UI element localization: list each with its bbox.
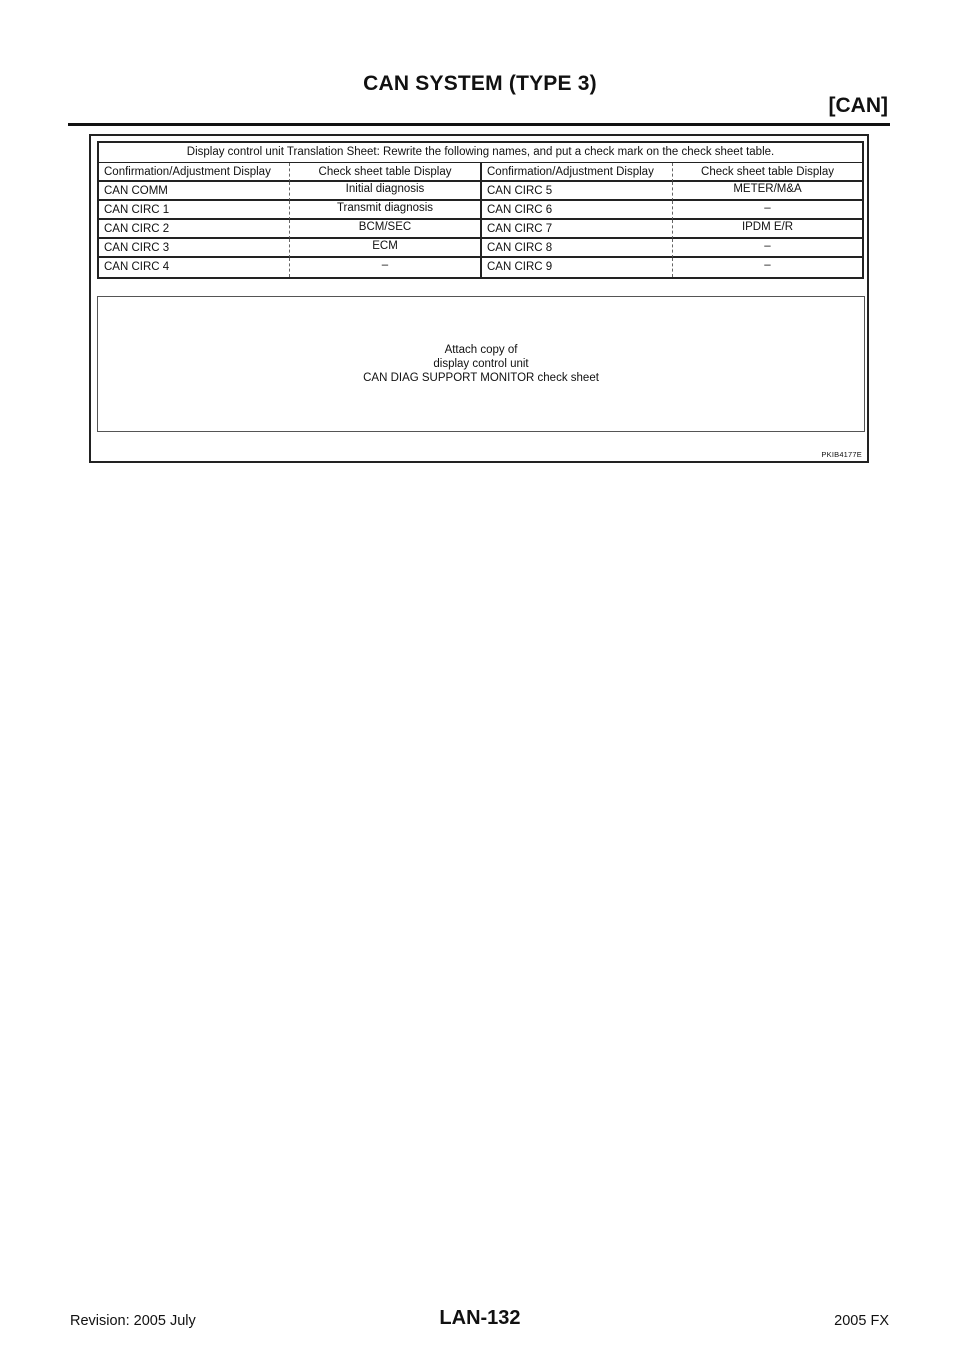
attach-copy-box — [97, 296, 865, 432]
table-cell: CAN CIRC 3 — [99, 239, 290, 258]
table-cell: CAN COMM — [99, 182, 290, 201]
table-cell: – — [290, 258, 482, 277]
table-cell: CAN CIRC 6 — [482, 201, 673, 220]
page-title: CAN SYSTEM (TYPE 3) — [363, 72, 597, 95]
attach-line: CAN DIAG SUPPORT MONITOR check sheet — [363, 372, 599, 384]
column-header: Check sheet table Display — [673, 163, 862, 182]
table-cell: CAN CIRC 7 — [482, 220, 673, 239]
translation-table — [99, 163, 862, 277]
section-tag: [CAN] — [828, 94, 888, 117]
table-cell: CAN CIRC 2 — [99, 220, 290, 239]
header-rule — [68, 123, 890, 126]
footer-page-number: LAN-132 — [439, 1307, 521, 1329]
table-cell: BCM/SEC — [290, 220, 482, 239]
footer-revision: Revision: 2005 July — [70, 1313, 196, 1329]
table-cell: CAN CIRC 1 — [99, 201, 290, 220]
table-cell: Initial diagnosis — [290, 182, 482, 201]
table-cell: CAN CIRC 4 — [99, 258, 290, 277]
column-header: Check sheet table Display — [290, 163, 482, 182]
column-header: Confirmation/Adjustment Display — [99, 163, 290, 182]
table-cell: CAN CIRC 5 — [482, 182, 673, 201]
table-cell: CAN CIRC 8 — [482, 239, 673, 258]
table-cell: ECM — [290, 239, 482, 258]
attach-line: display control unit — [433, 358, 529, 370]
table-cell: Transmit diagnosis — [290, 201, 482, 220]
table-cell: CAN CIRC 9 — [482, 258, 673, 277]
table-cell: – — [764, 259, 771, 271]
sheet-heading: Display control unit Translation Sheet: Rewrite the following names, and put a check mark on the check sheet table. — [99, 143, 862, 163]
table-cell: IPDM E/R — [673, 220, 862, 239]
table-cell: – — [673, 239, 862, 258]
table-cell: METER/M&A — [673, 182, 862, 201]
translation-sheet — [97, 141, 864, 279]
figure-frame — [89, 134, 869, 463]
table-cell: – — [673, 201, 862, 220]
footer-model: 2005 FX — [834, 1313, 889, 1329]
figure-id: PKIB4177E — [821, 450, 862, 459]
column-header: Confirmation/Adjustment Display — [482, 163, 673, 182]
attach-line: Attach copy of — [444, 344, 518, 356]
